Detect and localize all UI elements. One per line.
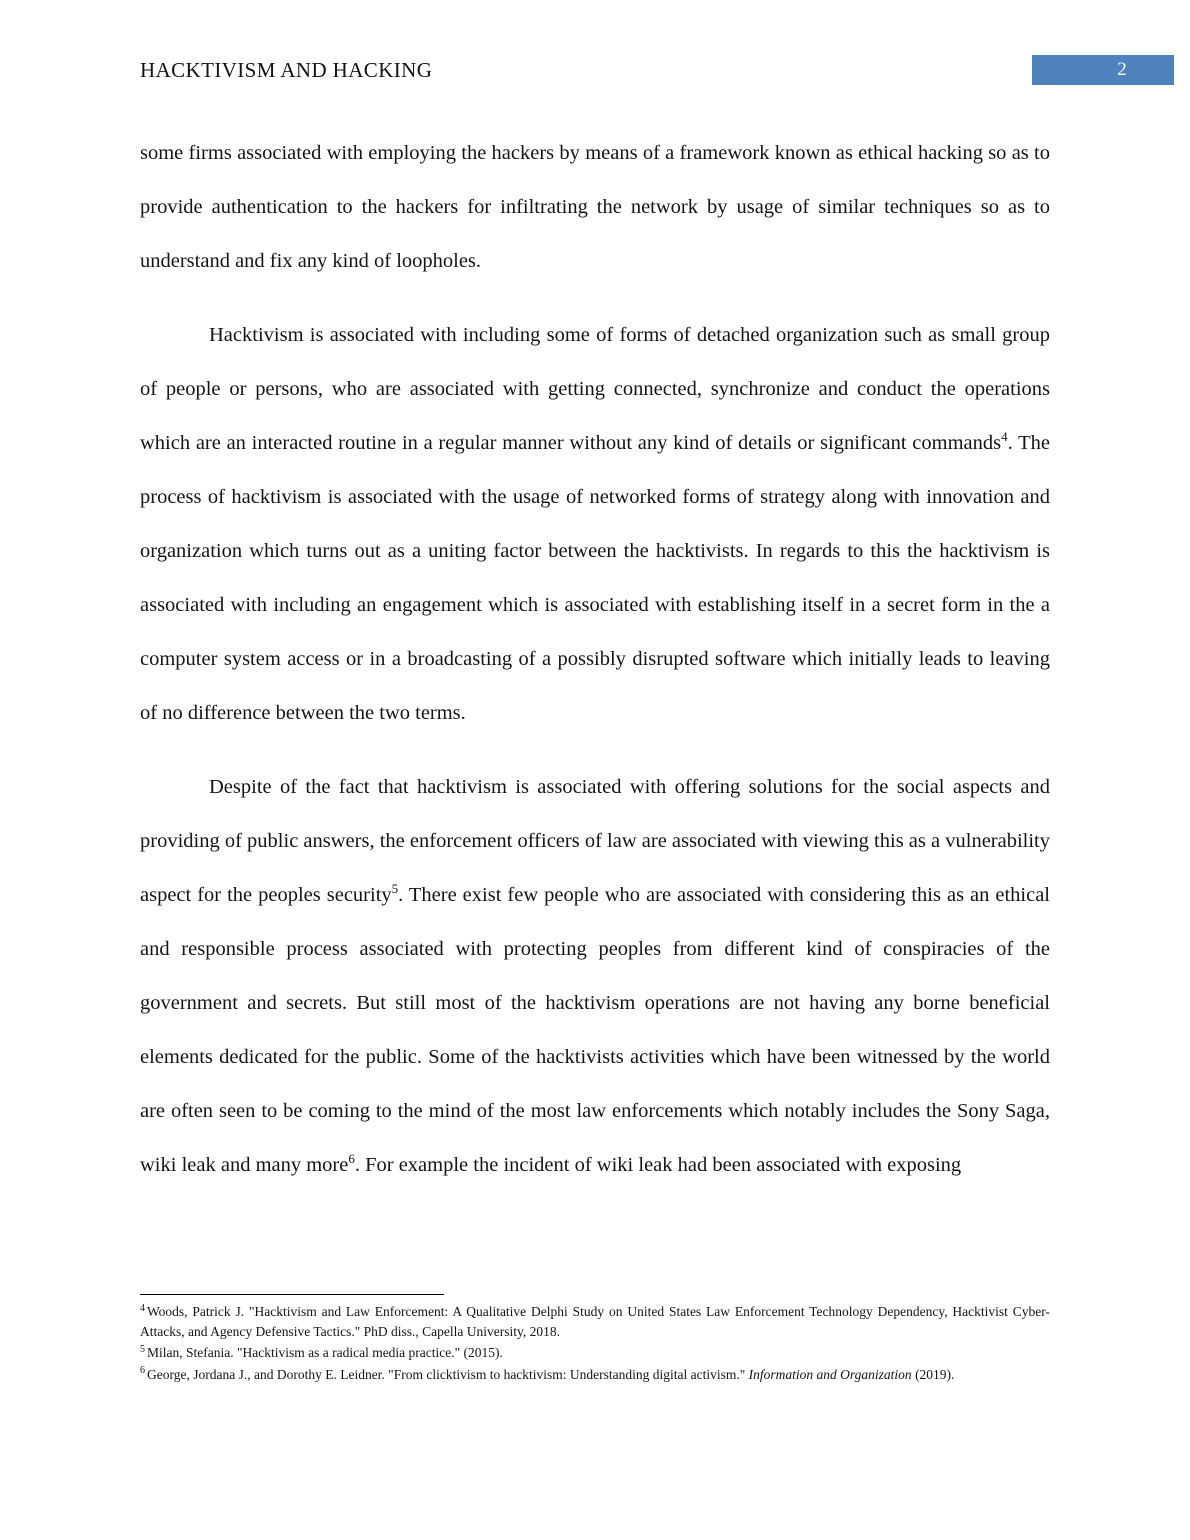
footnote-separator bbox=[140, 1294, 444, 1295]
paragraph bbox=[140, 760, 1050, 1192]
paragraph-text: some firms associated with employing the hackers by means of a framework known as ethical hacking so as to provide authentication to the hackers for infiltrating the network by usage of similar techniques so as to understand and fix any kind of loopholes. bbox=[140, 142, 1050, 272]
document-body bbox=[140, 126, 1050, 1212]
footnote-text-italic: Information and Organization bbox=[748, 1366, 912, 1382]
footnote-text: George, Jordana J., and Dorothy E. Leidner. "From clicktivism to hacktivism: Understanding digital activism." bbox=[147, 1366, 749, 1382]
paragraph-text: . There exist few people who are associated with considering this as an ethical and responsible process associated with protecting peoples from different kind of conspiracies of the government and secrets. But still most of the hacktivism operations are not having any borne beneficial elements dedicated for the public. Some of the hacktivists activities which have been witnessed by the world are often seen to be coming to the mind of the most law enforcements which notably includes the Sony Saga, wiki leak and many more bbox=[140, 884, 1051, 1176]
page-number-badge bbox=[1032, 55, 1174, 85]
page-header bbox=[140, 54, 1174, 88]
footnote bbox=[140, 1343, 1050, 1363]
paragraph bbox=[140, 308, 1050, 740]
footnote-ref-6: 6 bbox=[348, 1151, 355, 1167]
footnote-number: 5 bbox=[140, 1343, 145, 1355]
footnote-ref-4: 4 bbox=[1001, 429, 1008, 445]
paragraph bbox=[140, 126, 1050, 288]
paragraph-text: . The process of hacktivism is associated with the usage of networked forms of strategy along with innovation and organization which turns out as a uniting factor between the hacktivists. In regards to this the hacktivism is associated with including an engagement which is associated with establishing itself in a secret form in the a computer system access or in a broadcasting of a possibly disrupted software which initially leads to leaving of no difference between the two terms. bbox=[140, 432, 1050, 724]
paragraph-text: . For example the incident of wiki leak had been associated with exposing bbox=[354, 1154, 962, 1176]
paragraph-text: Despite of the fact that hacktivism is associated with offering solutions for the social aspects and providing of public answers, the enforcement officers of law are associated with viewing this as a vulnerability aspect for the peoples security bbox=[140, 776, 1050, 906]
running-head-title: HACKTIVISM AND HACKING bbox=[140, 58, 433, 82]
paragraph-text: Hacktivism is associated with including some of forms of detached organization such as small group of people or persons, who are associated with getting connected, synchronize and conduct the operations which are an interacted routine in a regular manner without any kind of details or significant commands bbox=[140, 324, 1050, 454]
footnote-text: Milan, Stefania. "Hacktivism as a radical media practice." (2015). bbox=[147, 1345, 503, 1360]
page-number: 2 bbox=[1117, 59, 1127, 80]
footnote-number: 4 bbox=[140, 1302, 145, 1314]
footnote bbox=[140, 1365, 1050, 1385]
footnotes-section bbox=[140, 1294, 1050, 1386]
footnote-ref-5: 5 bbox=[391, 881, 399, 897]
footnote-text: (2019). bbox=[911, 1366, 955, 1382]
footnote bbox=[140, 1302, 1050, 1341]
footnote-text: Woods, Patrick J. "Hacktivism and Law Enforcement: A Qualitative Delphi Study on United States Law Enforcement Technology Dependency, Hacktivist Cyber-Attacks, and Agency Defensive Tactics." PhD diss., Capella University, 2018. bbox=[140, 1304, 1050, 1339]
footnote-number: 6 bbox=[140, 1365, 145, 1376]
